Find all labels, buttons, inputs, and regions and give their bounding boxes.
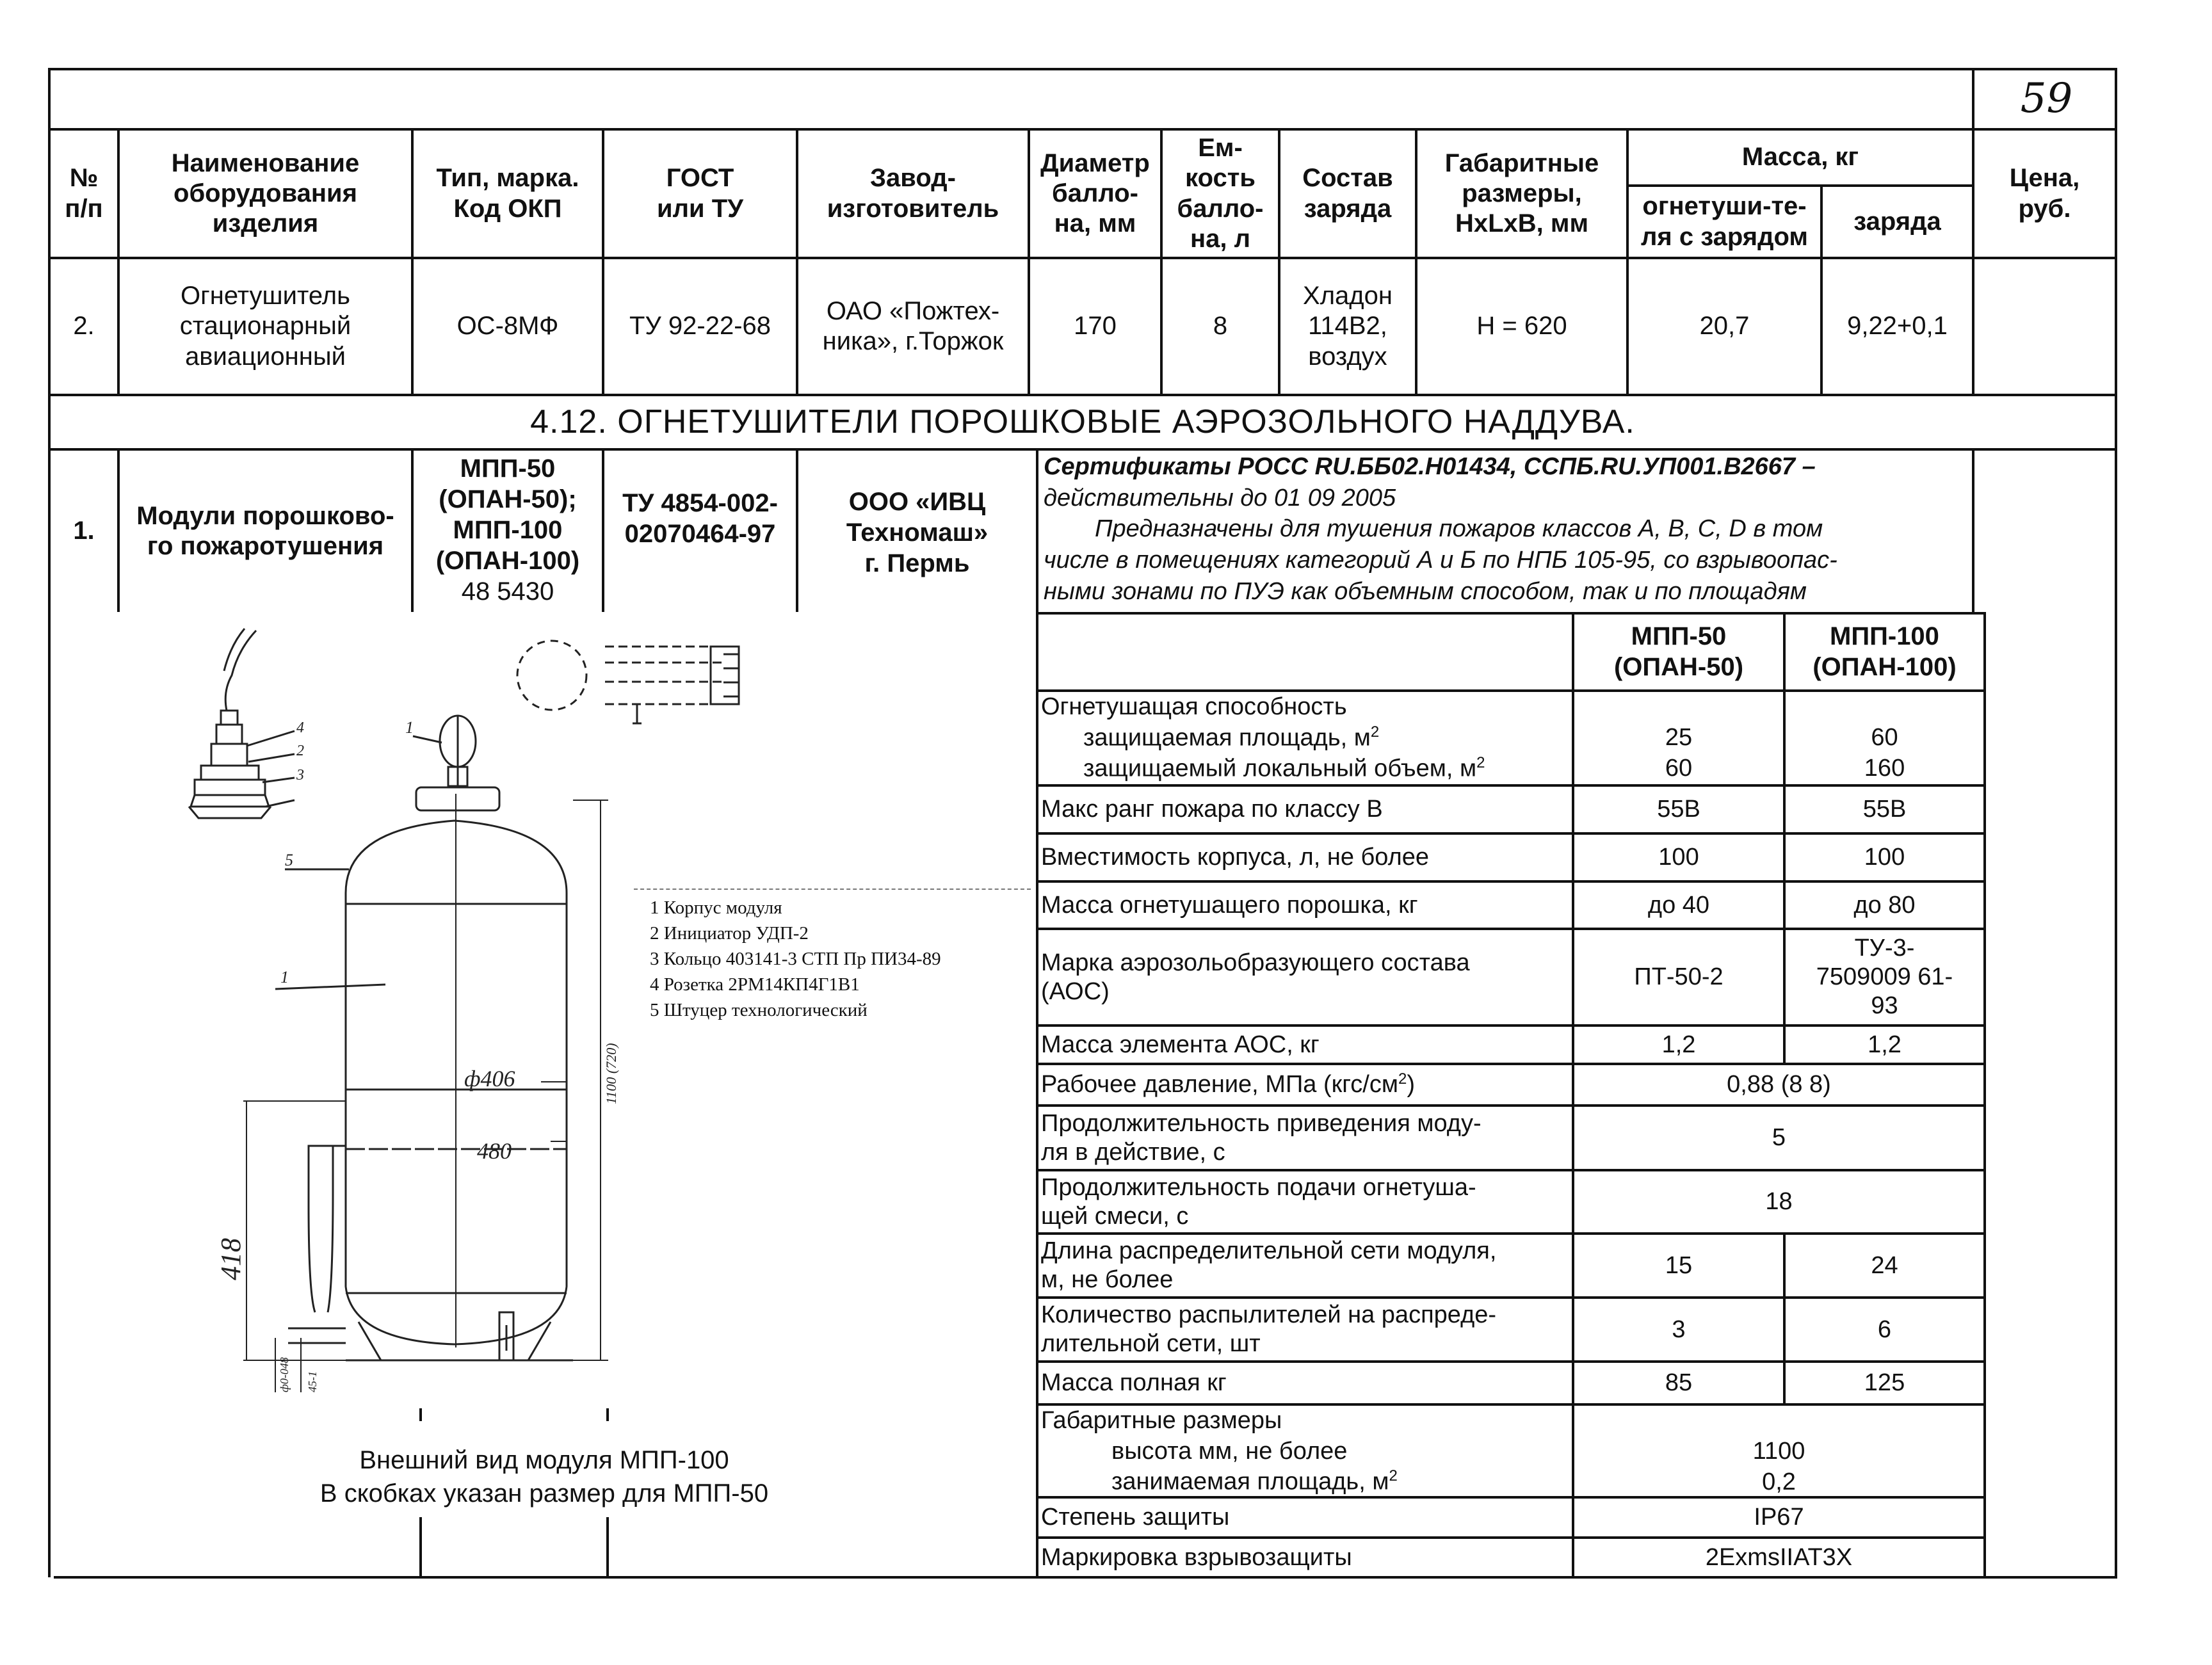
row2-capacity: 8 — [1213, 312, 1228, 341]
spec-label: Степень защиты — [1041, 1504, 1230, 1531]
header-price: Цена, руб. — [2009, 164, 2080, 223]
row2-diameter: 170 — [1074, 312, 1117, 341]
dim-480: 480 — [477, 1138, 512, 1164]
dim-small-2: 45-1 — [306, 1371, 319, 1392]
spec-value-mpp50: 85 — [1665, 1369, 1693, 1397]
spec-sup: 2 — [1398, 1070, 1407, 1088]
row1-type-line1: МПП-50 — [460, 454, 556, 483]
dim-small-1: ф0-048 — [278, 1357, 291, 1392]
drawing-caption: Внешний вид модуля МПП-100 В скобках указан размер для МПП-50 — [319, 1446, 769, 1508]
spec-row-extinguishing — [1041, 692, 1572, 784]
callout-1-top: 1 — [405, 718, 414, 737]
spec-value-mpp100: до 80 — [1853, 891, 1916, 919]
spec-sublabel: высота мм, не более — [1111, 1437, 1348, 1465]
spec-value-mpp50: 3 — [1672, 1315, 1686, 1343]
dim-418: 418 — [215, 1238, 246, 1280]
dim-diameter: ф406 — [464, 1066, 515, 1091]
spec-value-mpp50: 15 — [1665, 1251, 1693, 1279]
dim-height: 1100 (720) — [603, 1043, 619, 1104]
row2-mass-charge: 9,22+0,1 — [1847, 312, 1948, 341]
header-mass: Масса, кг — [1741, 143, 1859, 172]
spec-label: Длина распределительной сети модуля, м, не более — [1041, 1237, 1497, 1293]
spec-value-mpp100: 125 — [1864, 1369, 1905, 1397]
spec-sublabel: защищаемая площадь, м — [1083, 724, 1371, 752]
row2-type: ОС-8МФ — [456, 312, 559, 341]
row1-type-line2: (ОПАН-50); — [439, 485, 577, 513]
header-capacity: Ем- кость балло- на, л — [1177, 134, 1264, 253]
spec-label: Продолжительность приведения моду- ля в действие, с — [1041, 1109, 1481, 1166]
legend-item: 3 Кольцо 403141-3 СТП Пр ПИ34-89 — [650, 949, 941, 970]
row2-price — [1974, 259, 2115, 394]
header-mass-extinguisher: огнетуши-те- ля с зарядом — [1641, 192, 1808, 251]
spec-sup: 2 — [1476, 753, 1485, 771]
spec-value-mpp50: до 40 — [1647, 891, 1710, 919]
spec-sublabel: занимаемая площадь, м — [1111, 1468, 1389, 1495]
spec-value-mpp100: 60 160 — [1864, 724, 1905, 782]
row2-gost: ТУ 92-22-68 — [629, 312, 771, 341]
spec-value-mpp100: 55В — [1862, 796, 1907, 823]
drawing-legend — [650, 895, 1034, 1023]
row1-maker: ООО «ИВЦ Техномаш» г. Пермь — [846, 488, 989, 577]
section-title: 4.12. ОГНЕТУШИТЕЛИ ПОРОШКОВЫЕ АЭРОЗОЛЬНОГО НАДДУВА. — [530, 403, 1635, 440]
spec-value-mpp100: 1,2 — [1868, 1031, 1901, 1058]
spec-value-both: 1100 0,2 — [1752, 1438, 1805, 1495]
certificate-line2: действительны до 01 09 2005 — [1044, 484, 1396, 511]
spec-label: Огнетушащая способность — [1041, 693, 1347, 720]
row1-type-code: 48 5430 — [461, 577, 554, 606]
row1-type-line3: МПП-100 — [453, 516, 563, 544]
spec-value-both: 0,88 (8 8) — [1727, 1071, 1831, 1098]
spec-sup: 2 — [1370, 723, 1380, 741]
spec-sublabel: защищаемый локальный объем, м — [1083, 755, 1477, 782]
spec-value-mpp100: ТУ-3- 7509009 61- 93 — [1816, 935, 1953, 1019]
spec-value-mpp50: 100 — [1658, 844, 1699, 871]
row2-mass-extinguisher: 20,7 — [1699, 312, 1750, 341]
legend-item: 2 Инициатор УДП-2 — [650, 923, 809, 944]
spec-value-both: 18 — [1765, 1188, 1793, 1216]
spec-label-end: ) — [1407, 1071, 1415, 1098]
purpose-line2: числе в помещениях категорий А и Б по НПБ 105-95, со взрывоопас- — [1044, 546, 1837, 574]
row2-name: Огнетушитель стационарный авиационный — [179, 282, 351, 371]
purpose-line1: Предназначены для тушения пожаров классов А, В, С, D в том — [1095, 515, 1823, 543]
spec-label: Маркировка взрывозащиты — [1041, 1543, 1352, 1571]
row1-type-line4: (ОПАН-100) — [435, 547, 580, 575]
callout-3: 3 — [296, 767, 304, 784]
spec-value-mpp50: ПТ-50-2 — [1634, 963, 1724, 991]
certificate-line1: Сертификаты РОСС RU.ББ02.Н01434, ССПБ.RU.УП001.В2667 – — [1044, 453, 1816, 480]
spec-label: Масса полная кг — [1041, 1369, 1227, 1397]
header-charge: Состав заряда — [1302, 164, 1393, 223]
spec-sup: 2 — [1389, 1467, 1398, 1484]
row2-num: 2. — [73, 312, 95, 341]
header-type: Тип, марка. Код ОКП — [436, 164, 579, 223]
spec-row-dimensions — [1041, 1406, 1572, 1497]
spec-row-pressure — [1041, 1065, 1572, 1104]
spec-label: Габаритные размеры — [1041, 1407, 1282, 1434]
spec-value-mpp100: 24 — [1871, 1251, 1898, 1279]
header-maker: Завод- изготовитель — [827, 164, 999, 223]
legend-item: 4 Розетка 2РМ14КП4Г1В1 — [650, 974, 860, 995]
certificate-block — [1044, 451, 1978, 607]
header-dims: Габаритные размеры, НхLхВ, мм — [1444, 149, 1599, 238]
callout-2: 2 — [296, 743, 304, 759]
header-name: Наименование оборудования изделия — [171, 149, 360, 238]
spec-value-mpp100: 100 — [1864, 844, 1905, 871]
spec-label: Вместимость корпуса, л, не более — [1041, 844, 1430, 871]
spec-value-mpp50: 25 60 — [1665, 724, 1693, 782]
legend-divider — [634, 889, 1031, 890]
spec-value-both: 2ExmsIIАТ3Х — [1705, 1543, 1853, 1571]
page-number: 59 — [2020, 75, 2073, 123]
callout-1: 1 — [280, 968, 289, 986]
header-gost: ГОСТ или ТУ — [656, 164, 744, 223]
spec-label: Количество распылителей на распреде- лительной сети, шт — [1041, 1301, 1497, 1357]
row2-maker: ОАО «Пожтех- ника», г.Торжок — [822, 296, 1004, 355]
spec-label: Рабочее давление, МПа (кгс/см — [1041, 1071, 1398, 1098]
spec-value-mpp50: 55В — [1657, 796, 1700, 823]
header-num: № п/п — [65, 164, 103, 223]
spec-label: Масса огнетушащего порошка, кг — [1041, 891, 1418, 919]
spec-label: Масса элемента АОС, кг — [1041, 1031, 1320, 1058]
callout-4: 4 — [296, 720, 304, 736]
spec-value-mpp100: 6 — [1877, 1315, 1892, 1343]
row1-name: Модули порошково- го пожаротушения — [136, 501, 394, 560]
row1-gost: ТУ 4854-002- 02070464-97 — [622, 489, 778, 548]
legend-item: 1 Корпус модуля — [650, 897, 782, 918]
purpose-line3: ными зонами по ПУЭ как объемным способом, так и по площадям — [1044, 577, 1807, 605]
row2-dims: Н = 620 — [1476, 312, 1567, 341]
spec-value-mpp50: 1,2 — [1661, 1031, 1696, 1058]
row1-num: 1. — [73, 517, 95, 545]
spec-value-both: 5 — [1772, 1124, 1786, 1152]
spec-col-mpp50: МПП-50 (ОПАН-50) — [1613, 622, 1744, 681]
row2-charge: Хладон 114В2, воздух — [1303, 282, 1393, 371]
spec-label: Макс ранг пожара по классу В — [1041, 796, 1383, 823]
spec-label: Продолжительность подачи огнетуша- щей смеси, с — [1041, 1173, 1476, 1230]
spec-value-both: IP67 — [1754, 1504, 1804, 1531]
header-mass-charge: заряда — [1853, 207, 1941, 236]
spec-col-mpp100: МПП-100 (ОПАН-100) — [1812, 622, 1957, 681]
spec-label: Марка аэрозольобразующего состава (АОС) — [1041, 949, 1470, 1005]
header-diameter: Диаметр балло- на, мм — [1040, 149, 1150, 238]
row1-type — [414, 453, 602, 607]
callout-5: 5 — [285, 851, 293, 869]
legend-item: 5 Штуцер технологический — [650, 1000, 868, 1021]
